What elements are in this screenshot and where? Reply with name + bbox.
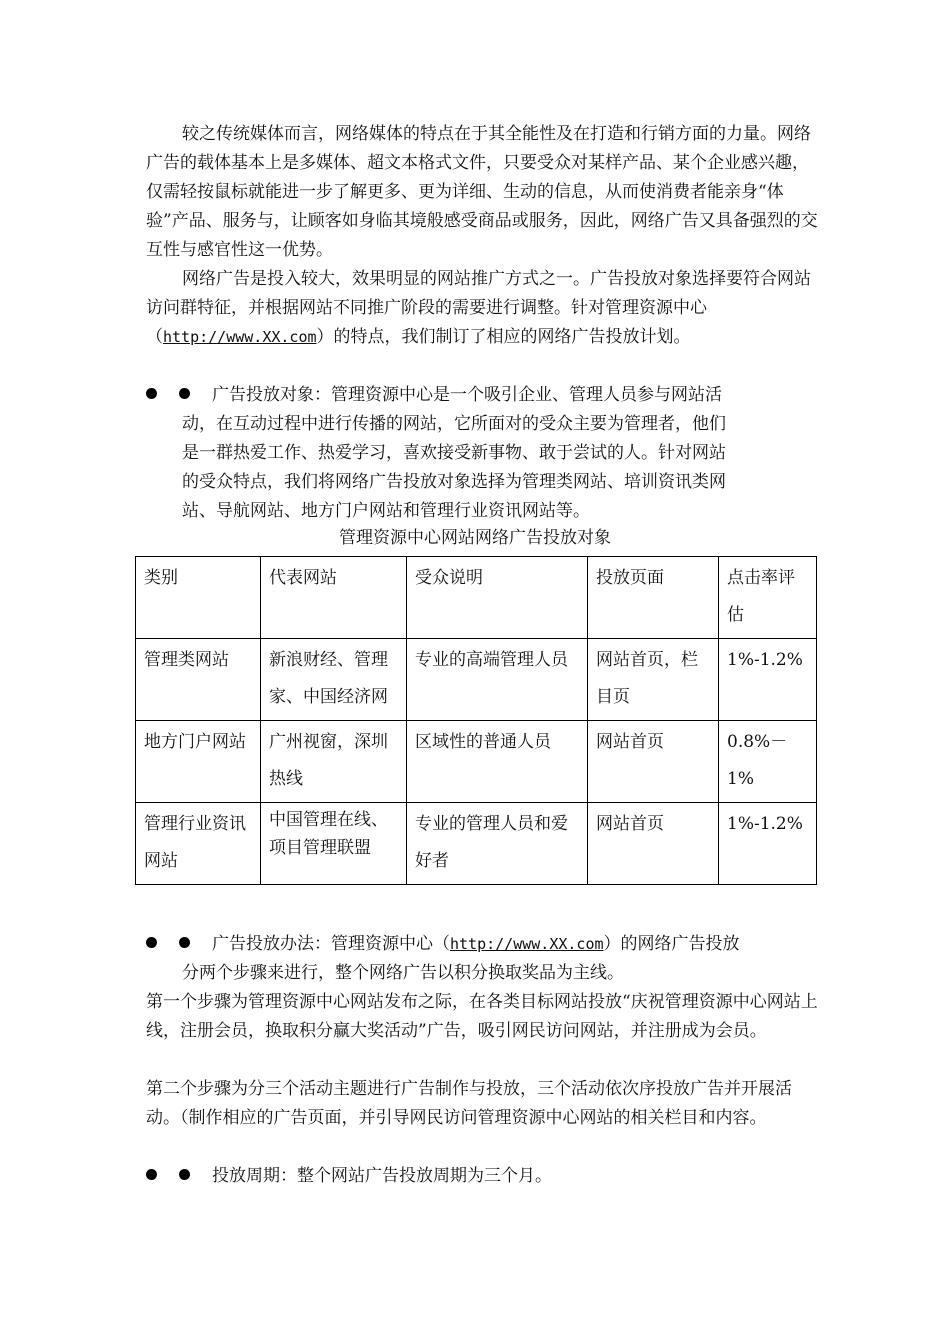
site-url-link[interactable]: http://www.XX.com [163, 328, 317, 346]
table-cell: 网站首页 [588, 721, 719, 803]
bullet-ad-period [146, 1162, 806, 1191]
table-cell: 网站首页，栏目页 [588, 639, 719, 721]
bullet-dot-icon [179, 937, 190, 948]
table-header-row [136, 557, 817, 639]
table-cell: 1%-1.2% [719, 639, 817, 721]
bullet-ad-targets-line2: 动，在互动过程中进行传播的网站，它所面对的受众主要为管理者，他们 [182, 414, 726, 434]
bullet-line [146, 1162, 806, 1191]
table-cell: 管理类网站 [136, 639, 261, 721]
table-cell: 专业的高端管理人员 [407, 639, 588, 721]
bullet-ad-method [146, 930, 806, 988]
bullet-line [146, 930, 806, 959]
table-cell: 0.8%－1% [719, 721, 817, 803]
bullet-dot-icon [146, 388, 157, 399]
intro-paragraph-1 [146, 120, 818, 265]
table-row [136, 639, 817, 721]
bullet-ad-targets [146, 381, 806, 526]
header-category: 类别 [136, 557, 261, 639]
table-cell: 专业的管理人员和爱好者 [407, 803, 588, 885]
step-two-paragraph: 第二个步骤为分三个活动主题进行广告制作与投放，三个活动依次序投放广告并开展活动。（制作相应的广告页面，并引导网民访问管理资源中心网站的相关栏目和内容。 [146, 1079, 792, 1128]
table-cell: 地方门户网站 [136, 721, 261, 803]
bullet-dot-icon [179, 1169, 190, 1180]
bullet-ad-period-text: 投放周期：整个网站广告投放周期为三个月。 [212, 1166, 552, 1186]
intro-paragraph-2 [146, 265, 818, 352]
bullet-ad-targets-line3: 是一群热爱工作、热爱学习，喜欢接受新事物、敢于尝试的人。针对网站 [182, 443, 726, 463]
header-audience: 受众说明 [407, 557, 588, 639]
bullet-ad-method-text-a: 广告投放办法：管理资源中心（ [212, 934, 450, 954]
ad-target-table [135, 556, 817, 885]
intro-paragraph-1-text: 较之传统媒体而言，网络媒体的特点在于其全能性及在打造和行销方面的力量。网络广告的载体基本上是多媒体、超文本格式文件，只要受众对某样产品、某个企业感兴趣，仅需轻按鼠标就能进一步了解更多、更为详细、生动的信息，从而使消费者能亲身“体验”产品、服务与，让顾客如身临其境般感受商品或服务，因此，网络广告又具备强烈的交互性与感官性这一优势。 [146, 124, 818, 260]
table-cell: 网站首页 [588, 803, 719, 885]
table-row [136, 803, 817, 885]
table-cell: 广州视窗，深圳热线 [261, 721, 407, 803]
step-one-paragraph: 第一个步骤为管理资源中心网站发布之际，在各类目标网站投放“庆祝管理资源中心网站上线，注册会员，换取积分赢大奖活动”广告，吸引网民访问网站，并注册成为会员。 [146, 992, 818, 1041]
bullet-dot-icon [146, 1169, 157, 1180]
table-caption: 管理资源中心网站网络广告投放对象 [339, 528, 611, 548]
table-cell: 中国管理在线、项目管理联盟 [261, 803, 407, 885]
bullet-ad-method-text-b: ）的网络广告投放 [603, 934, 740, 954]
table-row [136, 721, 817, 803]
table-cell: 管理行业资讯网站 [136, 803, 261, 885]
bullet-ad-targets-line4: 的受众特点，我们将网络广告投放对象选择为管理类网站、培训资讯类网 [182, 472, 726, 492]
bullet-line [146, 381, 806, 410]
intro-paragraph-2-text-a: 网络广告是投入较大，效果明显的网站推广方式之一。广告投放对象选择要符合网站访问群特征，并根据网站不同推广阶段的需要进行调整。针对管理资源中心（ [146, 269, 811, 347]
table-cell: 新浪财经、管理家、中国经济网 [261, 639, 407, 721]
bullet-dot-icon [146, 937, 157, 948]
table-cell: 区域性的普通人员 [407, 721, 588, 803]
bullet-ad-method-line2: 分两个步骤来进行，整个网络广告以积分换取奖品为主线。 [182, 963, 624, 983]
bullet-ad-targets-line1: 广告投放对象：管理资源中心是一个吸引企业、管理人员参与网站活 [212, 385, 722, 405]
header-ctr: 点击率评估 [719, 557, 817, 639]
intro-paragraph-2-text-b: ）的特点，我们制订了相应的网络广告投放计划。 [316, 327, 691, 347]
site-url-link[interactable]: http://www.XX.com [450, 935, 604, 953]
bullet-dot-icon [179, 388, 190, 399]
header-page: 投放页面 [588, 557, 719, 639]
table-cell: 1%-1.2% [719, 803, 817, 885]
bullet-ad-targets-line5: 站、导航网站、地方门户网站和管理行业资讯网站等。 [182, 501, 590, 521]
header-sites: 代表网站 [261, 557, 407, 639]
